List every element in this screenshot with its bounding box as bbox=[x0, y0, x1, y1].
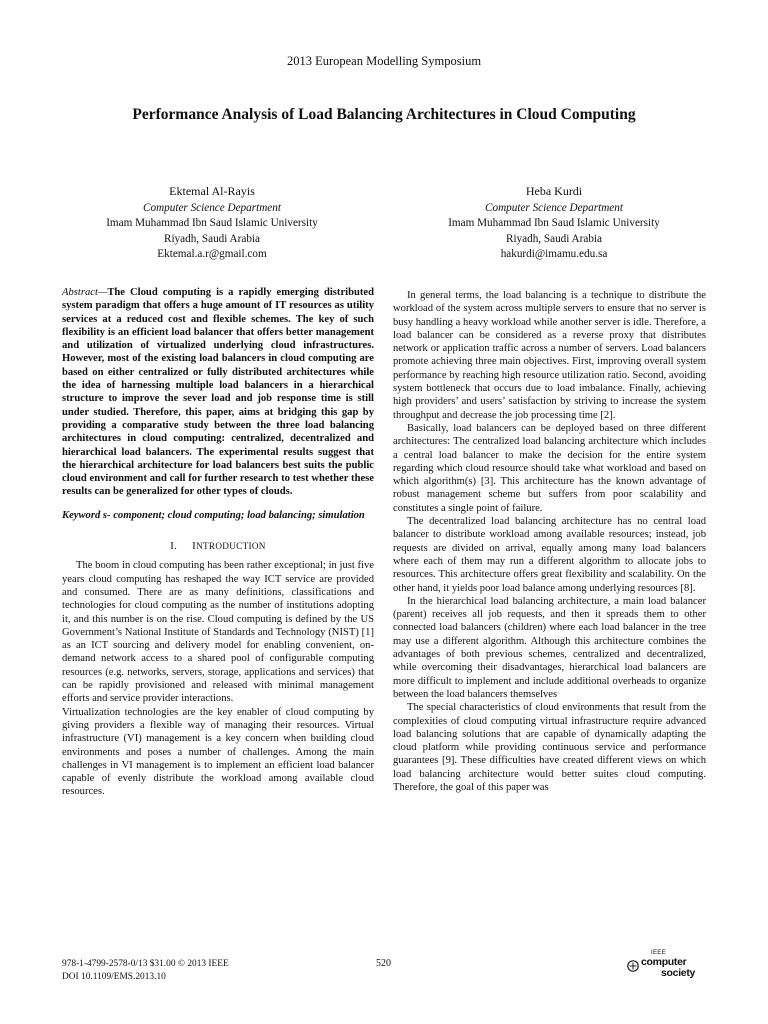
author-institution: Imam Muhammad Ibn Saud Islamic University bbox=[106, 217, 318, 229]
author-institution: Imam Muhammad Ibn Saud Islamic University bbox=[448, 217, 660, 229]
author-email: hakurdi@imamu.edu.sa bbox=[500, 248, 608, 260]
section-title-rest: NTRODUCTION bbox=[196, 541, 266, 552]
page-number: 520 bbox=[376, 958, 391, 969]
body-paragraph: The decentralized load balancing architecture has no central load balancer to distribute workload among available resources; instead, job requests are divided on arrival, equally among many load balancers where each of them may run a different algorithm to allocate jobs to resources. This architecture offers great flexibility and scalability. On the other hand, it yields poor load balance among underlying resources [8]. bbox=[393, 516, 706, 594]
author-name: Ektemal Al-Rayis bbox=[169, 184, 255, 198]
author-department: Computer Science Department bbox=[485, 201, 623, 214]
paper-title: Performance Analysis of Load Balancing Architectures in Cloud Computing bbox=[132, 106, 636, 123]
body-paragraph: In general terms, the load balancing is a technique to distribute the workload of the system across multiple servers to ensure that no server is busy handling a heavy workload while another server is idle. Therefore, a load balancer can be considered as a reverse proxy that distributes network or application traffic across a number of servers. Load balancers promote achieving three main objectives. First, improving overall system performance by reaching high resource utilization ratio. Second, avoiding system bottleneck that occurs due to load imbalance. Finally, achieving high providers’ and users’ satisfaction by striving to increase the system throughput and decrease the job processing time [2]. bbox=[393, 290, 706, 421]
logo-ieee-text: IEEE bbox=[651, 950, 666, 956]
body-paragraph: Basically, load balancers can be deployed based on three different architectures: The centralized load balancing architecture which includes a central load balancer to make the decision for the entire system regarding which cloud resource should take what workload and based on which algorithm(s) [3]. This architecture has the known advantage of robust management scheme but suffers from poor scalability and constitutes a single point of failure. bbox=[393, 422, 706, 514]
section-heading-introduction bbox=[62, 540, 374, 553]
ieee-computer-society-logo bbox=[627, 950, 707, 984]
footer-doi: DOI 10.1109/EMS.2013.10 bbox=[62, 972, 166, 982]
intro-paragraph: Virtualization technologies are the key enabler of cloud computing by giving providers a flexible way of managing their resources. Virtual infrastructure (VI) management is a key concern when building cloud environments and poses a number of challenges. Among the main challenges in VI management is to implement an efficient load balancer capable of evenly distribute the workload among available cloud resources. bbox=[62, 706, 374, 798]
abstract bbox=[62, 286, 374, 499]
abstract-dash: — bbox=[97, 287, 108, 298]
intro-paragraph: The boom in cloud computing has been rather exceptional; in just five years cloud computing has reshaped the way ICT service are provided and consumed. There are as many definitions, classifications and technologies for cloud computing as the number of institutions adopting it, and this number is on the rise. Cloud computing is defined by the US Government’s National Institute of Standards and Technology (NIST) [1] as an ICT sourcing and delivery model for enabling convenient, on-demand network access to a shared pool of configurable computing resources (e.g. networks, servers, storage, applications and services) that can be rapidly provisioned and released with minimal management efforts and service provider interactions. bbox=[62, 560, 374, 705]
logo-society-text: society bbox=[661, 967, 696, 979]
author-block-2 bbox=[404, 184, 704, 263]
abstract-text: The Cloud computing is a rapidly emerging distributed system paradigm that offers a huge amount of IT resources as utility services at a reduced cost and flexible schemes. The key of such flexibility is an efficient load balancer that offers better management and utilization of virtualized underlying cloud infrastructures. However, most of the existing load balancers in cloud computing are based on either centralized or fully distributed architectures while the idea of harnessing multiple load balancers in a hierarchical structure to improve the sever load and job response time is still under studied. Therefore, this paper, aims at bridging this gap by providing a comparative study between the three load balancing architectures in cloud computing: centralized, decentralized and hierarchical load balancers. The experimental results suggest that the hierarchical architecture for load balancers best suits the public cloud environment and call for further research to test whether these results can be generalized for other types of clouds. bbox=[62, 287, 374, 498]
footer-isbn: 978-1-4799-2578-0/13 $31.00 © 2013 IEEE bbox=[62, 959, 229, 969]
author-department: Computer Science Department bbox=[143, 201, 281, 214]
computer-society-mark-icon bbox=[627, 960, 639, 972]
author-email: Ektemal.a.r@gmail.com bbox=[157, 248, 267, 260]
keywords: Keyword s- component; cloud computing; load balancing; simulation bbox=[62, 509, 365, 521]
logo-computer-text: computer bbox=[641, 956, 687, 968]
right-column bbox=[393, 289, 706, 794]
abstract-label: Abstract bbox=[62, 287, 98, 298]
author-name: Heba Kurdi bbox=[525, 184, 583, 198]
footer-copyright bbox=[62, 958, 229, 984]
conference-name: 2013 European Modelling Symposium bbox=[286, 54, 482, 68]
author-block-1 bbox=[62, 184, 362, 263]
section-number: I. bbox=[170, 540, 178, 553]
author-location: Riyadh, Saudi Arabia bbox=[163, 232, 260, 245]
author-location: Riyadh, Saudi Arabia bbox=[505, 232, 602, 245]
body-paragraph: The special characteristics of cloud environments that result from the complexities of cloud computing virtual infrastructure require advanced load balancing solutions that are capable of dynamically adapting the cloud platform while providing continuous service and performance guarantees [9]. These difficulties have created different views on which load balancing architecture would better suites cloud computing. Therefore, the goal of this paper was bbox=[393, 702, 706, 793]
body-paragraph: In the hierarchical load balancing architecture, a main load balancer (parent) receives all job requests, and then it spreads them to other connected load balancers (children) where each load balancer in the tree may use a different algorithm. Although this architecture combines the advantages of both previous schemes, centralized and decentralized, while overcoming their disadvantages, hierarchical load balancers are more difficult to implement and include additional overheads to organize between the load balancers themselves bbox=[393, 595, 706, 700]
left-column bbox=[62, 286, 374, 799]
section-initial: I bbox=[192, 540, 197, 553]
